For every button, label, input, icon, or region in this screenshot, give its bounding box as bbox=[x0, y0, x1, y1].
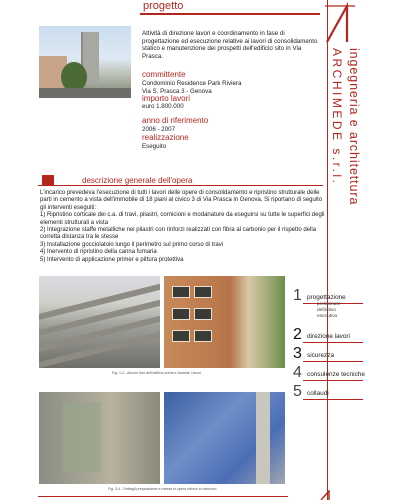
photo-facade-before bbox=[39, 276, 160, 368]
year-value: 2006 - 2007 bbox=[142, 126, 176, 133]
nav-label: progettazione bbox=[307, 294, 346, 301]
body-paragraph: L'incarico prevedeva l'esecuzione di tutti i lavori delle opere di consolidamento e ripristino strutturale delle parti in cemento a vista dell'immobile di 18 piani al civico 3 di Via Prasca in Genova. Si riportano di seguito gli interventi eseguiti: bbox=[40, 190, 323, 211]
year-label: anno di riferimento bbox=[142, 116, 209, 125]
brand-tagline: ingegneria e architettura bbox=[347, 48, 361, 206]
nav-number: 1 bbox=[293, 287, 302, 304]
client-label: committente bbox=[142, 70, 186, 79]
body-paragraph: 5) Intervento di applicazione primer e pittura protettiva bbox=[40, 256, 184, 263]
nav-sublabel: preliminare definitivo esecutivo bbox=[317, 302, 341, 319]
status-value: Eseguito bbox=[142, 143, 167, 150]
nav-underline bbox=[303, 361, 363, 362]
footer-logo-icon bbox=[320, 490, 338, 500]
nav-label: consulenze tecniche bbox=[307, 371, 365, 378]
amount-value: euro 1.800.000 bbox=[142, 103, 184, 110]
header-divider bbox=[140, 13, 320, 15]
client-value-1: Condominio Residence Park Riviera bbox=[142, 80, 242, 87]
nav-number: 5 bbox=[293, 383, 302, 400]
body-paragraph: 1) Ripristino corticale dei c.a. di travi, pilastri, cornicioni e modanature da eseguirsi su tutte le superfici degli elementi strutturali a vista bbox=[40, 212, 325, 226]
photo-detail-carbon bbox=[164, 392, 285, 484]
status-label: realizzazione bbox=[142, 133, 189, 142]
amount-label: importo lavori bbox=[142, 94, 191, 103]
nav-underline bbox=[303, 342, 363, 343]
photo-caption: Fig. 3-4 - Dettagli preparazione e messa in opera rinforzi in carbonio bbox=[108, 487, 217, 491]
body-paragraph: 3) Installazione gocciolatoio lungo il perimetro sul primo corso di travi bbox=[40, 241, 224, 248]
section-divider bbox=[38, 185, 323, 186]
photo-caption: Fig. 1-2 - Alcune foto dell'edificio prima e durante i lavori bbox=[112, 371, 202, 375]
project-photo bbox=[39, 26, 131, 98]
photo-facade-during bbox=[164, 276, 285, 368]
client-value-2: Via S. Prasca 3 - Genova bbox=[142, 88, 212, 95]
photo-detail-preparation bbox=[39, 392, 160, 484]
section-body bbox=[40, 190, 326, 264]
nav-underline bbox=[303, 380, 363, 381]
footer-divider bbox=[38, 496, 288, 497]
nav-number: 4 bbox=[293, 364, 302, 381]
body-paragraph: 4) Inervento di ripristino della canna fumaria bbox=[40, 249, 157, 256]
vertical-divider bbox=[327, 0, 328, 500]
nav-number: 3 bbox=[293, 345, 302, 362]
brand-name: ARCHIMEDE s.r.l. bbox=[330, 48, 344, 186]
archimede-logo-icon bbox=[325, 2, 355, 44]
nav-label: direzione lavori bbox=[307, 333, 350, 340]
project-description: Attività di direzione lavori e coordinamento in fase di progettazione ed esecuzione relative ai lavori di consolidamento statico e manutenzione dei prospetti dell'edificio sito in Via Prasca. bbox=[142, 30, 318, 60]
section-title: descrizione generale dell'opera bbox=[82, 176, 193, 185]
body-paragraph: 2) Integrazione staffe metalliche nei pilastri con rinforzi realizzati con fibra al carbonio per il rispetto della corretta distanza tra le stesse bbox=[40, 227, 317, 241]
section-marker bbox=[42, 175, 54, 185]
nav-label: sicurezza bbox=[307, 352, 334, 359]
page-title: progetto bbox=[143, 0, 184, 12]
nav-label: collaudi bbox=[307, 390, 329, 397]
nav-number: 2 bbox=[293, 326, 302, 343]
nav-underline bbox=[303, 399, 363, 400]
